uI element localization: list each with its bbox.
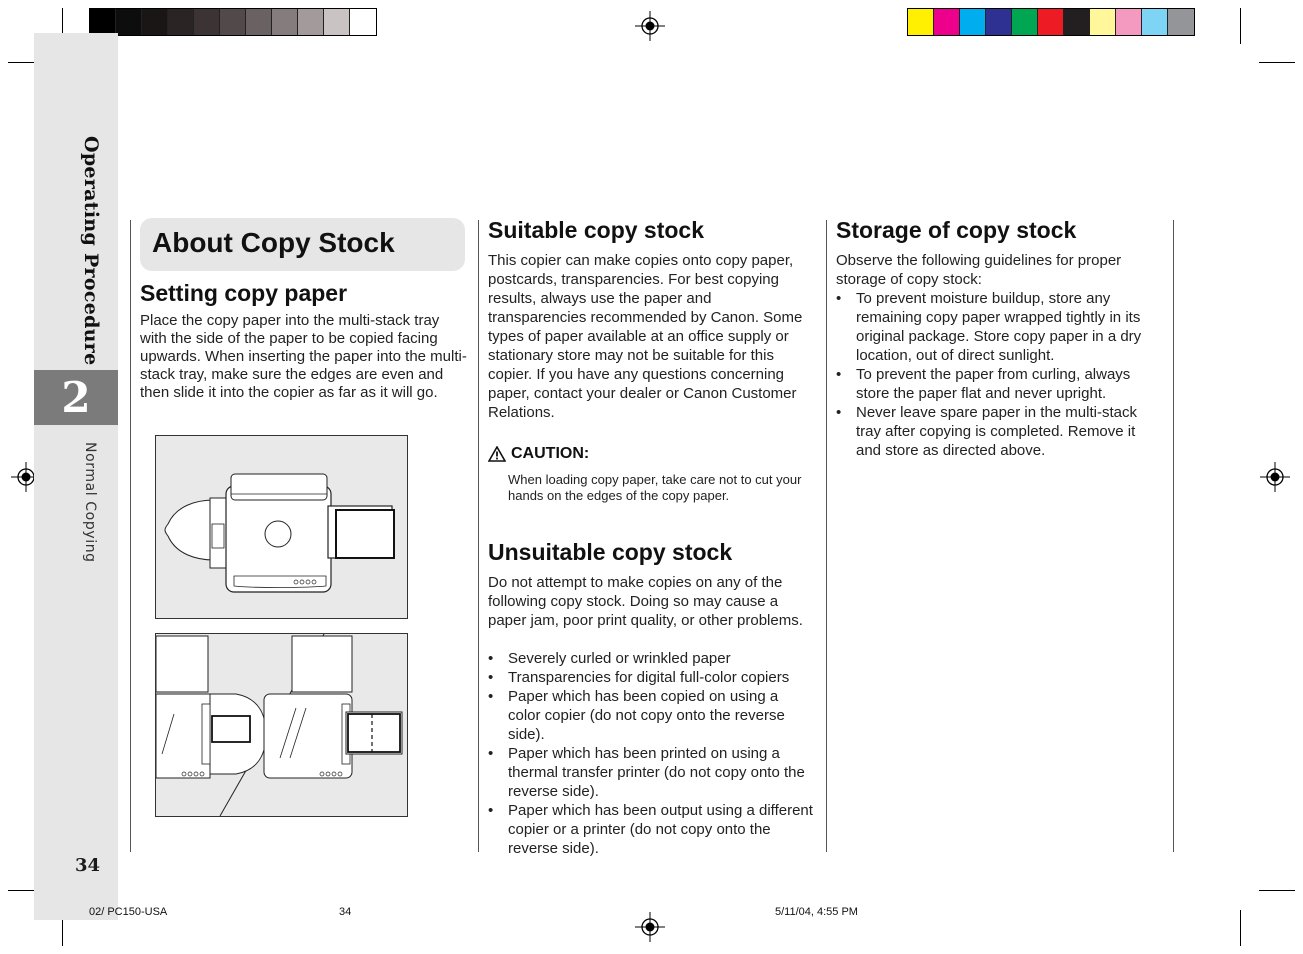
section-title-vertical: Operating Procedure <box>80 136 102 366</box>
copier-top-view-figure <box>155 435 408 619</box>
setting-paper-text: Place the copy paper into the multi-stack tray with the side of the paper to be copied facing upwards. When inserting the paper into the multi-stack tray, make sure the edges are even and then slide it into the copier as far as it will go. <box>140 312 467 401</box>
color-swatch <box>1168 9 1194 35</box>
color-swatch <box>194 9 220 35</box>
gray-swatch-bar <box>89 8 377 36</box>
caution-text: When loading copy paper, take care not to cut your hands on the edges of the copy paper. <box>508 472 802 503</box>
color-swatch <box>908 9 934 35</box>
list-item: • Paper which has been printed on using a thermal transfer printer (do not copy onto the reverse side). <box>488 744 814 801</box>
column-rule <box>826 220 827 852</box>
color-swatch <box>1142 9 1168 35</box>
color-swatch <box>220 9 246 35</box>
suitable-stock-text: This copier can make copies onto copy paper, postcards, transparencies. For best copying results, always use the paper and transparencies recommended by Canon. Some types of paper available at an office supply or stationary store may not be suitable for this copier. If you have any questions concerning paper, contact your dealer or Canon Customer Relations. <box>488 252 803 421</box>
subsection-vertical: Normal Copying <box>82 442 98 563</box>
page-title: About Copy Stock <box>152 227 395 258</box>
color-swatch <box>272 9 298 35</box>
caution-title <box>488 445 589 463</box>
color-swatch <box>986 9 1012 35</box>
paper-insertion-figure <box>155 633 408 817</box>
list-item: • To prevent the paper from curling, always store the paper flat and never upright. <box>836 365 1160 403</box>
color-swatch <box>1038 9 1064 35</box>
color-swatch <box>142 9 168 35</box>
color-swatch <box>1012 9 1038 35</box>
color-swatch <box>350 9 376 35</box>
color-swatch <box>1116 9 1142 35</box>
storage-text: Observe the following guidelines for proper storage of copy stock: <box>836 252 1122 288</box>
color-swatch <box>116 9 142 35</box>
list-item: • To prevent moisture buildup, store any remaining copy paper wrapped tightly in its original package. Store copy paper in a dry location, out of direct sunlight. <box>836 289 1160 365</box>
color-swatch <box>90 9 116 35</box>
color-swatch-bar <box>907 8 1195 36</box>
footer-page: 34 <box>339 906 352 918</box>
warning-triangle-icon <box>488 446 506 462</box>
caution-label: CAUTION: <box>511 445 590 462</box>
chapter-number-box: 2 <box>34 370 118 425</box>
unsuitable-stock-list <box>488 649 814 858</box>
storage-heading: Storage of copy stock <box>836 217 1077 243</box>
color-swatch <box>168 9 194 35</box>
list-item: • Transparencies for digital full-color copiers <box>488 668 814 687</box>
list-item: • Paper which has been copied on using a color copier (do not copy onto the reverse side). <box>488 687 814 744</box>
unsuitable-stock-text: Do not attempt to make copies on any of the following copy stock. Doing so may cause a paper jam, poor print quality, or other problems. <box>488 574 803 629</box>
storage-list <box>836 289 1160 460</box>
color-swatch <box>1064 9 1090 35</box>
column-rule <box>130 220 131 852</box>
setting-paper-heading: Setting copy paper <box>140 280 348 306</box>
side-tab <box>34 33 118 920</box>
list-item: • Paper which has been output using a different copier or a printer (do not copy onto the reverse side). <box>488 801 814 858</box>
column-rule <box>1173 220 1174 852</box>
registration-mark-top-icon <box>635 11 665 41</box>
list-item: • Severely curled or wrinkled paper <box>488 649 814 668</box>
color-swatch <box>324 9 350 35</box>
list-item: • Never leave spare paper in the multi-stack tray after copying is completed. Remove it and store as directed above. <box>836 403 1160 460</box>
suitable-stock-heading: Suitable copy stock <box>488 217 705 243</box>
color-swatch <box>298 9 324 35</box>
page-number: 34 <box>75 855 101 876</box>
color-swatch <box>960 9 986 35</box>
registration-mark-right-icon <box>1260 462 1290 492</box>
footer-date: 5/11/04, 4:55 PM <box>775 906 858 918</box>
color-swatch <box>934 9 960 35</box>
unsuitable-stock-heading: Unsuitable copy stock <box>488 539 733 565</box>
registration-mark-bottom-icon <box>635 912 665 942</box>
column-rule <box>478 220 479 852</box>
color-swatch <box>246 9 272 35</box>
color-swatch <box>1090 9 1116 35</box>
footer-file-name: 02/ PC150-USA <box>89 906 168 918</box>
page-title-box <box>140 218 465 271</box>
